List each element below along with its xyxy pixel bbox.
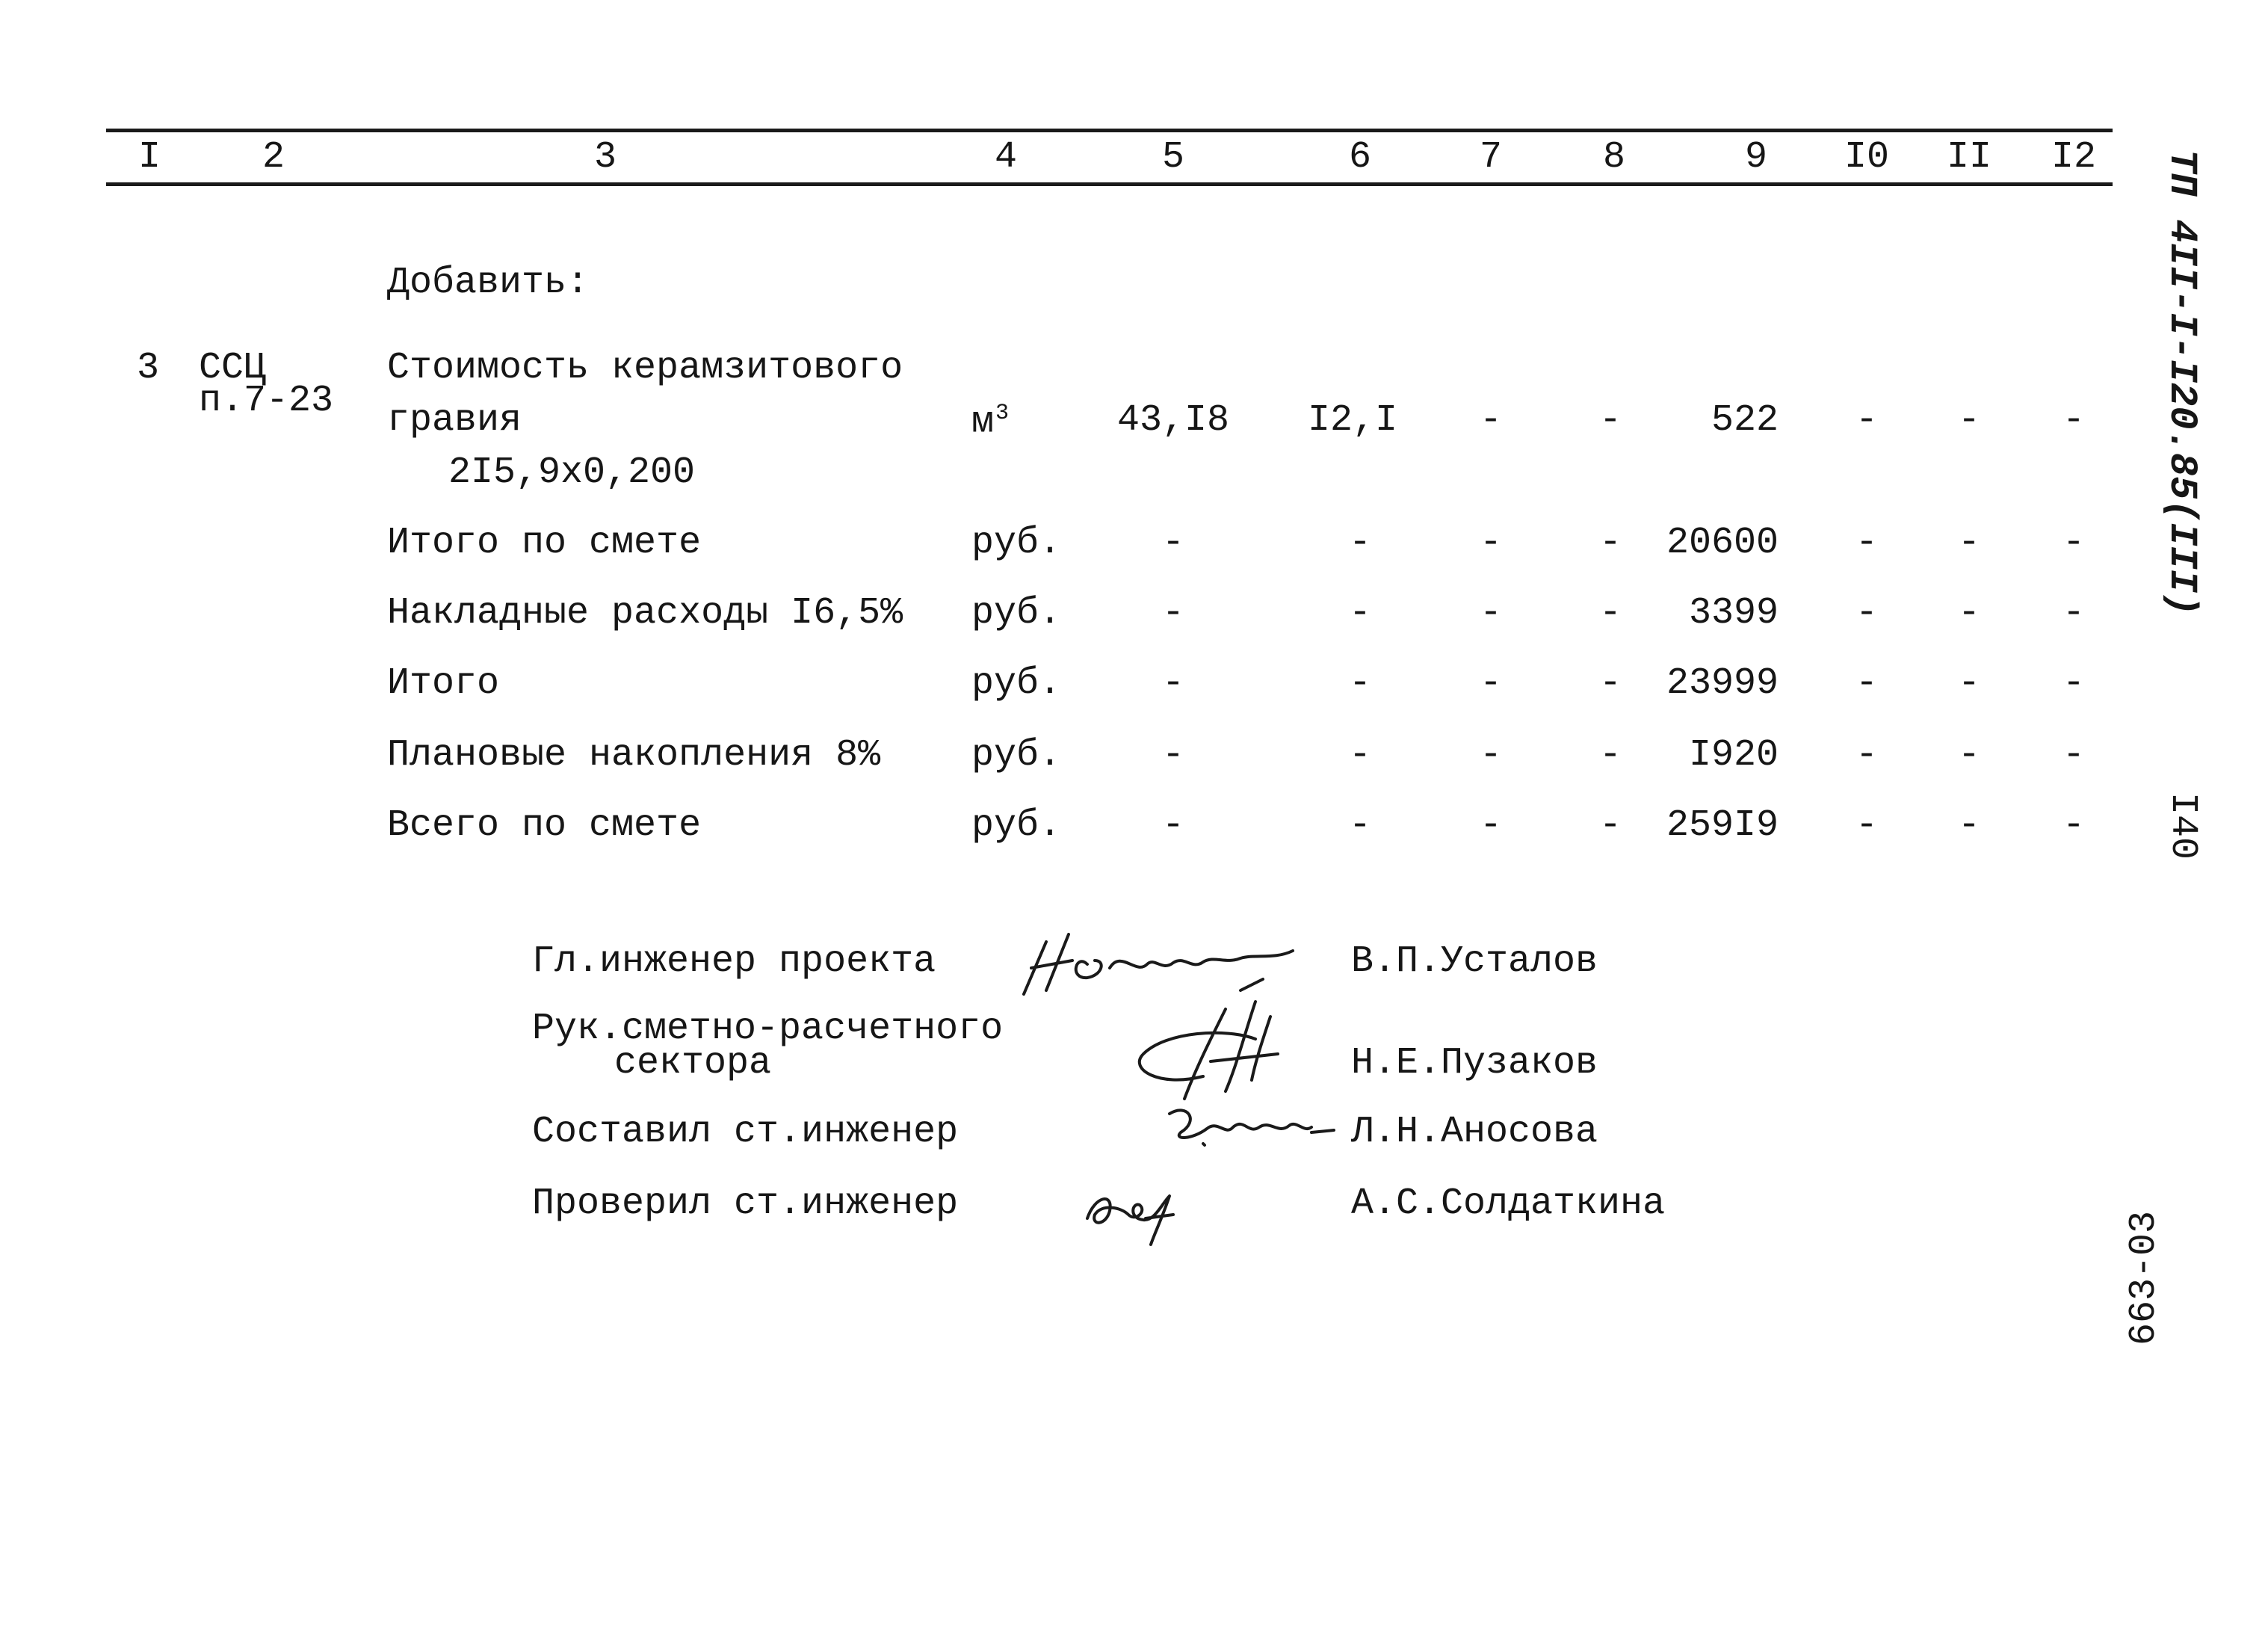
- cell-c12: -: [2062, 522, 2085, 564]
- col-header: 4: [994, 136, 1017, 179]
- cell-c8: -: [1598, 662, 1622, 705]
- cell-c6: -: [1348, 734, 1371, 777]
- row-desc: Накладные расходы I6,5%: [387, 592, 903, 635]
- cell-c12: -: [2062, 592, 2085, 635]
- col-header: 8: [1602, 136, 1625, 179]
- handwritten-signature: [1016, 927, 1300, 1002]
- signature-role: Проверил ст.инженер: [532, 1182, 959, 1225]
- cell-c9: I920: [1688, 734, 1779, 777]
- row-unit: руб.: [971, 734, 1062, 777]
- col-header: I0: [1844, 136, 1889, 179]
- cell-c9: 259I9: [1666, 804, 1779, 847]
- col-header: 9: [1744, 136, 1767, 179]
- item-desc-line3: 2I5,9x0,200: [448, 451, 696, 494]
- cell-c8: -: [1598, 399, 1622, 442]
- handwritten-signature: [1158, 1099, 1338, 1151]
- cell-c5: -: [1161, 522, 1184, 564]
- cell-c10: -: [1855, 804, 1878, 847]
- item-desc-line2: гравия: [387, 399, 522, 442]
- cell-c12: -: [2062, 399, 2085, 442]
- cell-c12: -: [2062, 662, 2085, 705]
- cell-c6: -: [1348, 804, 1371, 847]
- cell-c11: -: [1957, 662, 1980, 705]
- cell-c8: -: [1598, 734, 1622, 777]
- unit-superscript: 3: [995, 401, 1010, 426]
- cell-c11: -: [1957, 734, 1980, 777]
- cell-c12: -: [2062, 734, 2085, 777]
- cell-c10: -: [1855, 399, 1878, 442]
- cell-c7: -: [1479, 662, 1502, 705]
- row-desc: Итого: [387, 662, 500, 705]
- cell-c9: 3399: [1688, 592, 1779, 635]
- header-bottom-rule: [106, 182, 2113, 186]
- cell-c9: 20600: [1666, 522, 1779, 564]
- cell-c10: -: [1855, 662, 1878, 705]
- item-number: 3: [137, 347, 160, 389]
- row-desc: Всего по смете: [387, 804, 702, 847]
- signature-role: Составил ст.инженер: [532, 1111, 959, 1153]
- col-header: 6: [1348, 136, 1371, 179]
- item-desc-line1: Стоимость керамзитового: [387, 347, 903, 389]
- cell-c7: -: [1479, 804, 1502, 847]
- cell-c11: -: [1957, 399, 1980, 442]
- cell-c12: -: [2062, 804, 2085, 847]
- handwritten-signature: [1113, 994, 1308, 1106]
- col-header: 7: [1479, 136, 1502, 179]
- signature-name: Л.Н.Аносова: [1351, 1111, 1598, 1153]
- item-code-line2: п.7-23: [199, 380, 334, 422]
- cell-c6: -: [1348, 522, 1371, 564]
- cell-c9: 23999: [1666, 662, 1779, 705]
- item-code-line1: ССЦ: [199, 347, 267, 389]
- page-number: I40: [2161, 792, 2204, 860]
- row-unit: руб.: [971, 522, 1062, 564]
- signature-role-cont: сектора: [614, 1042, 772, 1085]
- cell-c10: -: [1855, 734, 1878, 777]
- cell-c5: -: [1161, 734, 1184, 777]
- cell-c10: -: [1855, 592, 1878, 635]
- cell-c7: -: [1479, 399, 1502, 442]
- col-header: I: [137, 136, 161, 179]
- signature-role: Рук.сметно-расчетного: [532, 1008, 1004, 1050]
- row-unit: руб.: [971, 662, 1062, 705]
- row-unit: руб.: [971, 804, 1062, 847]
- col-header: 3: [593, 136, 617, 179]
- header-top-rule: [106, 129, 2113, 132]
- cell-c6: -: [1348, 592, 1371, 635]
- cell-c8: -: [1598, 592, 1622, 635]
- item-unit: $м^3$: [971, 401, 1010, 444]
- signature-name: В.П.Усталов: [1351, 940, 1598, 983]
- cell-c5: -: [1161, 592, 1184, 635]
- cell-c7: -: [1479, 734, 1502, 777]
- handwritten-signature: [1080, 1181, 1192, 1248]
- section-label: Добавить:: [387, 262, 590, 304]
- cell-c9: 522: [1711, 399, 1779, 442]
- signature-name: Н.Е.Пузаков: [1351, 1042, 1598, 1085]
- cell-c11: -: [1957, 804, 1980, 847]
- cell-c6: I2,I: [1307, 399, 1398, 442]
- cell-c5: 43,I8: [1116, 399, 1230, 442]
- cell-c10: -: [1855, 522, 1878, 564]
- row-unit: руб.: [971, 592, 1062, 635]
- cell-c11: -: [1957, 592, 1980, 635]
- col-header: II: [1946, 136, 1992, 179]
- cell-c5: -: [1161, 662, 1184, 705]
- signature-name: А.С.Солдаткина: [1351, 1182, 1666, 1225]
- cell-c7: -: [1479, 522, 1502, 564]
- cell-c11: -: [1957, 522, 1980, 564]
- cell-c5: -: [1161, 804, 1184, 847]
- cell-c7: -: [1479, 592, 1502, 635]
- col-header: 5: [1161, 136, 1184, 179]
- signature-role: Гл.инженер проекта: [532, 940, 936, 983]
- row-desc: Плановые накопления 8%: [387, 734, 881, 777]
- row-desc: Итого по смете: [387, 522, 702, 564]
- cell-c6: -: [1348, 662, 1371, 705]
- document-code: ТП 4II-I-I20.85(III): [2160, 149, 2204, 617]
- archive-stamp: 663-03: [2123, 1210, 2166, 1345]
- col-header: 2: [262, 136, 285, 179]
- col-header: I2: [2051, 136, 2096, 179]
- cell-c8: -: [1598, 804, 1622, 847]
- cell-c8: -: [1598, 522, 1622, 564]
